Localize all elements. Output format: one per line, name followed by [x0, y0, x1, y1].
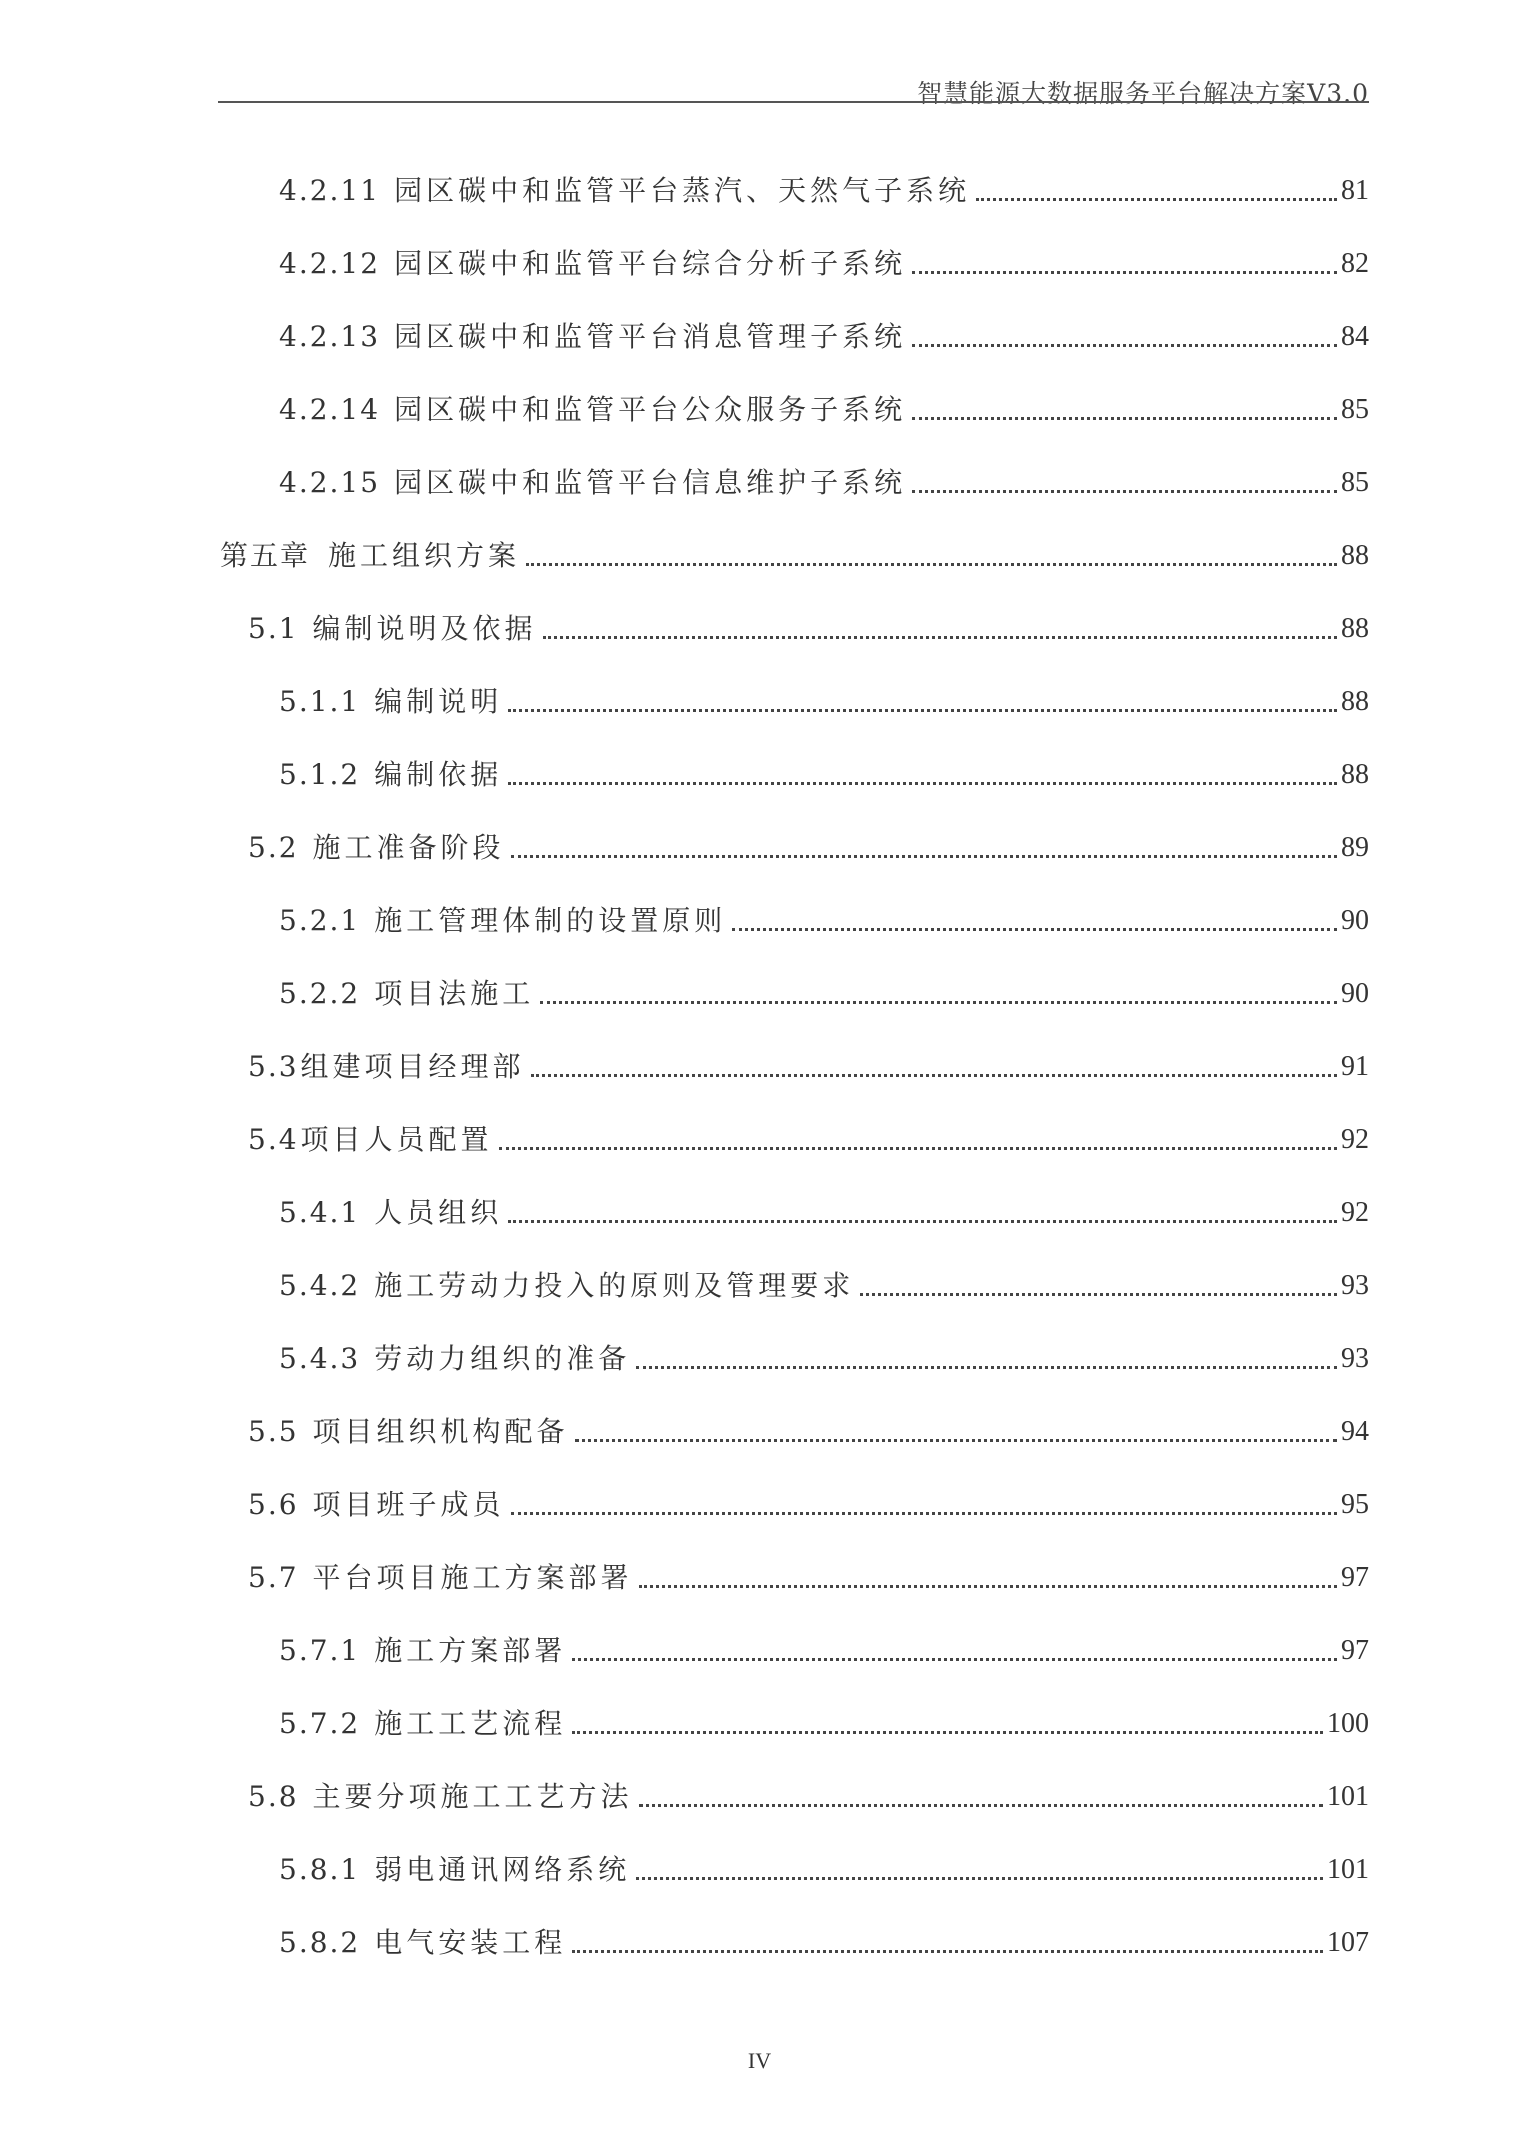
toc-leader-dots	[912, 271, 1337, 274]
toc-entry-5-5[interactable]	[248, 1399, 1369, 1449]
toc-entry-number: 5.2.2	[279, 977, 361, 1010]
toc-entry-page: 93	[1341, 1343, 1369, 1374]
toc-entry-number: 4.2.13	[279, 320, 381, 353]
toc-entry-number: 5.7	[248, 1561, 299, 1594]
toc-entry-page: 81	[1341, 175, 1369, 206]
toc-entry-number: 5.2	[248, 831, 299, 864]
toc-entry-page: 92	[1341, 1197, 1369, 1228]
toc-entry-title: 施工方案部署	[374, 1634, 567, 1667]
toc-entry-5-7[interactable]	[248, 1545, 1369, 1595]
toc-entry-title: 施工劳动力投入的原则及管理要求	[374, 1269, 855, 1302]
toc-entry-4-2-11[interactable]	[279, 158, 1369, 208]
toc-leader-dots	[575, 1439, 1337, 1442]
toc-entry-title: 组建项目经理部	[300, 1050, 525, 1083]
toc-entry-title: 施工管理体制的设置原则	[374, 904, 727, 937]
header-title: 智慧能源大数据服务平台解决方案V3.0	[917, 79, 1369, 108]
toc-leader-dots	[639, 1585, 1337, 1588]
toc-leader-dots	[526, 563, 1337, 566]
toc-entry-page: 90	[1341, 978, 1369, 1009]
toc-entry-5-8-1[interactable]	[279, 1837, 1369, 1887]
toc-leader-dots	[636, 1366, 1337, 1369]
toc-entry-title: 项目人员配置	[300, 1123, 493, 1156]
toc-entry-number: 5.5	[248, 1415, 299, 1448]
toc-entry-5-8-2[interactable]	[279, 1910, 1369, 1960]
toc-leader-dots	[508, 709, 1337, 712]
toc-entry-number: 5.8	[248, 1780, 299, 1813]
toc-entry-page: 88	[1341, 686, 1369, 717]
toc-entry-4-2-12[interactable]	[279, 231, 1369, 281]
toc-entry-number: 4.2.11	[279, 174, 381, 207]
toc-entry-5-2-2[interactable]	[279, 961, 1369, 1011]
toc-entry-title: 平台项目施工方案部署	[312, 1561, 633, 1594]
toc-entry-5-6[interactable]	[248, 1472, 1369, 1522]
toc-entry-5-8[interactable]	[248, 1764, 1369, 1814]
toc-entry-5-7-1[interactable]	[279, 1618, 1369, 1668]
toc-leader-dots	[572, 1731, 1323, 1734]
header-rule	[218, 101, 1369, 103]
toc-entry-number: 第五章	[220, 539, 311, 572]
toc-entry-page: 101	[1327, 1854, 1369, 1885]
toc-entry-number: 4.2.14	[279, 393, 381, 426]
toc-leader-dots	[511, 855, 1337, 858]
toc-entry-4-2-14[interactable]	[279, 377, 1369, 427]
toc-entry-page: 84	[1341, 321, 1369, 352]
toc-entry-page: 107	[1327, 1927, 1369, 1958]
toc-entry-5-1[interactable]	[248, 596, 1369, 646]
toc-entry-5-4-3[interactable]	[279, 1326, 1369, 1376]
toc-entry-page: 97	[1341, 1635, 1369, 1666]
toc-entry-page: 93	[1341, 1270, 1369, 1301]
toc-entry-title: 主要分项施工工艺方法	[312, 1780, 633, 1813]
toc-entry-number: 4.2.12	[279, 247, 381, 280]
toc-leader-dots	[540, 1001, 1337, 1004]
toc-entry-title: 劳动力组织的准备	[374, 1342, 631, 1375]
toc-entry-page: 89	[1341, 832, 1369, 863]
toc-entry-title: 项目班子成员	[312, 1488, 505, 1521]
toc-entry-page: 85	[1341, 467, 1369, 498]
toc-entry-5-4-1[interactable]	[279, 1180, 1369, 1230]
toc-leader-dots	[572, 1950, 1323, 1953]
toc-leader-dots	[732, 928, 1337, 931]
toc-entry-4-2-13[interactable]	[279, 304, 1369, 354]
toc-entry-number: 5.4.2	[279, 1269, 361, 1302]
toc-entry-4-2-15[interactable]	[279, 450, 1369, 500]
toc-entry-title: 人员组织	[374, 1196, 503, 1229]
toc-entry-5-4[interactable]	[248, 1107, 1369, 1157]
toc-entry-5-7-2[interactable]	[279, 1691, 1369, 1741]
toc-entry-5-2-1[interactable]	[279, 888, 1369, 938]
toc-leader-dots	[912, 417, 1337, 420]
toc-entry-page: 97	[1341, 1562, 1369, 1593]
toc-entry-number: 5.4.3	[279, 1342, 361, 1375]
toc-leader-dots	[508, 782, 1337, 785]
toc-entry-number: 5.6	[248, 1488, 299, 1521]
toc-entry-page: 92	[1341, 1124, 1369, 1155]
toc-entry-title: 园区碳中和监管平台信息维护子系统	[394, 466, 907, 499]
toc-leader-dots	[639, 1804, 1323, 1807]
toc-entry-page: 82	[1341, 248, 1369, 279]
toc-leader-dots	[976, 198, 1337, 201]
toc-leader-dots	[508, 1220, 1337, 1223]
toc-entry-title: 编制说明及依据	[312, 612, 537, 645]
toc-entry-number: 5.3	[248, 1050, 299, 1083]
toc-entry-5-4-2[interactable]	[279, 1253, 1369, 1303]
toc-entry-5-1-2[interactable]	[279, 742, 1369, 792]
toc-entry-page: 101	[1327, 1781, 1369, 1812]
toc-leader-dots	[499, 1147, 1337, 1150]
toc-entry-page: 85	[1341, 394, 1369, 425]
toc-entry-number: 5.8.2	[279, 1926, 361, 1959]
toc-leader-dots	[531, 1074, 1337, 1077]
toc-entry-number: 5.4.1	[279, 1196, 361, 1229]
toc-entry-page: 88	[1341, 540, 1369, 571]
toc-leader-dots	[511, 1512, 1337, 1515]
toc-entry-title: 电气安装工程	[374, 1926, 567, 1959]
toc-entry-number: 5.1	[248, 612, 299, 645]
toc-entry-title: 园区碳中和监管平台公众服务子系统	[394, 393, 907, 426]
toc-entry-title: 施工准备阶段	[312, 831, 505, 864]
toc-leader-dots	[912, 344, 1337, 347]
toc-entry-title: 施工工艺流程	[374, 1707, 567, 1740]
toc-entry-title: 园区碳中和监管平台蒸汽、天然气子系统	[394, 174, 971, 207]
toc-entry-number: 5.7.1	[279, 1634, 361, 1667]
toc-entry-page: 90	[1341, 905, 1369, 936]
toc-entry-number: 5.1.1	[279, 685, 361, 718]
toc-leader-dots	[543, 636, 1337, 639]
toc-leader-dots	[912, 490, 1337, 493]
toc-entry-5-3[interactable]	[248, 1034, 1369, 1084]
toc-entry-page: 91	[1341, 1051, 1369, 1082]
toc-entry-page: 88	[1341, 613, 1369, 644]
toc-entry-title: 施工组织方案	[328, 539, 521, 572]
toc-entry-title: 项目组织机构配备	[312, 1415, 569, 1448]
toc-entry-title: 园区碳中和监管平台综合分析子系统	[394, 247, 907, 280]
toc-entry-number: 5.2.1	[279, 904, 361, 937]
toc-leader-dots	[636, 1877, 1323, 1880]
toc-entry-page: 88	[1341, 759, 1369, 790]
toc-entry-5-2[interactable]	[248, 815, 1369, 865]
toc-entry-page: 95	[1341, 1489, 1369, 1520]
toc-entry-title: 园区碳中和监管平台消息管理子系统	[394, 320, 907, 353]
toc-entry-number: 5.8.1	[279, 1853, 361, 1886]
toc-leader-dots	[572, 1658, 1337, 1661]
toc-entry-title: 编制说明	[374, 685, 503, 718]
toc-entry-title: 编制依据	[374, 758, 503, 791]
toc-entry-number: 5.1.2	[279, 758, 361, 791]
toc-entry-title: 弱电通讯网络系统	[374, 1853, 631, 1886]
toc-entry-number: 5.4	[248, 1123, 299, 1156]
toc-entry-page: 100	[1327, 1708, 1369, 1739]
toc-entry-number: 4.2.15	[279, 466, 381, 499]
toc-entry-number: 5.7.2	[279, 1707, 361, 1740]
page-number: IV	[747, 2048, 772, 2073]
toc-entry-5-1-1[interactable]	[279, 669, 1369, 719]
toc-entry-chapter-5[interactable]	[220, 523, 1369, 573]
toc-entry-page: 94	[1341, 1416, 1369, 1447]
toc-leader-dots	[860, 1293, 1337, 1296]
toc-entry-title: 项目法施工	[374, 977, 535, 1010]
